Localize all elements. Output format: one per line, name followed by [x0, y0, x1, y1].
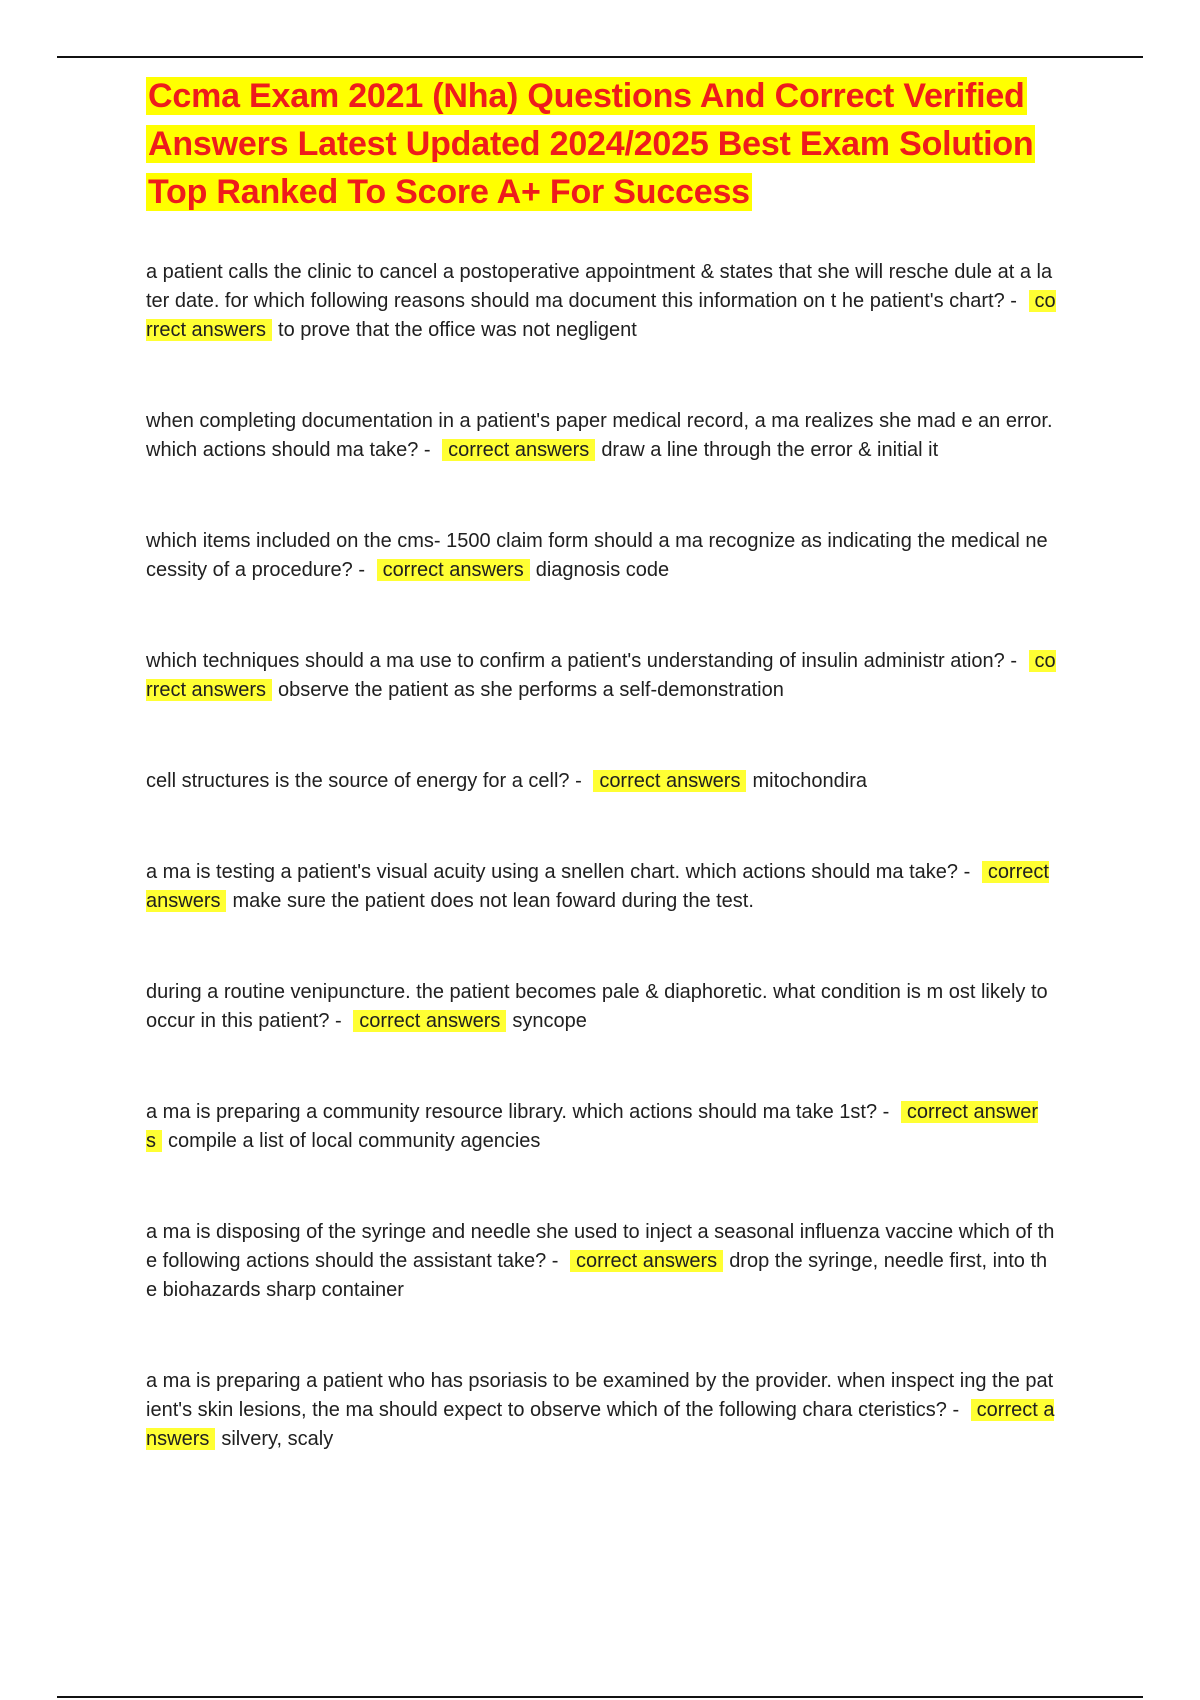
correct-answers-highlight: correct answers: [146, 1101, 1038, 1152]
question-text: which techniques should a ma use to confirm a patient's understanding of insulin administr ation? -: [146, 650, 1017, 672]
correct-answers-highlight: correct answers: [146, 861, 1049, 912]
correct-answers-highlight: correct answers: [146, 290, 1056, 341]
answer-text: syncope: [512, 1010, 587, 1032]
qa-item: [146, 1098, 1056, 1156]
question-text: when completing documentation in a patient's paper medical record, a ma realizes she mad e an error. which actions should ma take? -: [146, 410, 1053, 461]
answer-text: to prove that the office was not negligent: [278, 319, 637, 341]
qa-item: [146, 858, 1056, 916]
answer-text: silvery, scaly: [221, 1428, 334, 1450]
bottom-rule: [57, 1696, 1143, 1698]
correct-answers-highlight: correct answers: [353, 1010, 506, 1032]
question-text: a patient calls the clinic to cancel a postoperative appointment & states that she will resche dule at a later date. for which following reasons should ma document this information on t he patient's chart? -: [146, 261, 1053, 312]
correct-answers-highlight: correct answers: [146, 1399, 1055, 1450]
top-rule: [57, 56, 1143, 58]
answer-text: compile a list of local community agencies: [168, 1130, 541, 1152]
correct-answers-highlight: correct answers: [570, 1250, 723, 1272]
question-text: which items included on the cms- 1500 claim form should a ma recognize as indicating the medical necessity of a procedure? -: [146, 530, 1048, 581]
qa-list: [146, 258, 1056, 1454]
correct-answers-highlight: correct answers: [146, 650, 1056, 701]
question-text: a ma is disposing of the syringe and needle she used to inject a seasonal influenza vaccine which of the following actions should the assistant take? -: [146, 1221, 1055, 1272]
title-text: Ccma Exam 2021 (Nha) Questions And Correct Verified Answers Latest Updated 2024/2025 Best Exam Solution Top Ranked To Score A+ For Success: [148, 77, 1034, 211]
question-text: a ma is testing a patient's visual acuity using a snellen chart. which actions should ma take? -: [146, 861, 971, 883]
question-text: cell structures is the source of energy for a cell? -: [146, 770, 582, 792]
answer-text: mitochondira: [752, 770, 867, 792]
qa-item: [146, 978, 1056, 1036]
qa-item: [146, 527, 1056, 585]
answer-text: drop the syringe, needle first, into the biohazards sharp container: [146, 1250, 1048, 1301]
qa-item: [146, 1218, 1056, 1305]
qa-item: [146, 647, 1056, 705]
document-title: [146, 72, 1056, 216]
qa-item: [146, 767, 1056, 796]
answer-text: observe the patient as she performs a self-demonstration: [278, 679, 784, 701]
qa-item: [146, 1367, 1056, 1454]
question-text: a ma is preparing a patient who has psoriasis to be examined by the provider. when inspect ing the patient's skin lesions, the ma should expect to observe which of the following chara cteristics? -: [146, 1370, 1054, 1421]
qa-item: [146, 407, 1056, 465]
question-text: a ma is preparing a community resource library. which actions should ma take 1st? -: [146, 1101, 890, 1123]
answer-text: draw a line through the error & initial it: [601, 439, 939, 461]
answer-text: diagnosis code: [535, 559, 670, 581]
correct-answers-highlight: correct answers: [377, 559, 530, 581]
correct-answers-highlight: correct answers: [593, 770, 746, 792]
answer-text: make sure the patient does not lean foward during the test.: [232, 890, 754, 912]
correct-answers-highlight: correct answers: [442, 439, 595, 461]
question-text: during a routine venipuncture. the patient becomes pale & diaphoretic. what condition is m ost likely to occur in this patient? -: [146, 981, 1048, 1032]
document-body: [146, 72, 1056, 1454]
qa-item: [146, 258, 1056, 345]
